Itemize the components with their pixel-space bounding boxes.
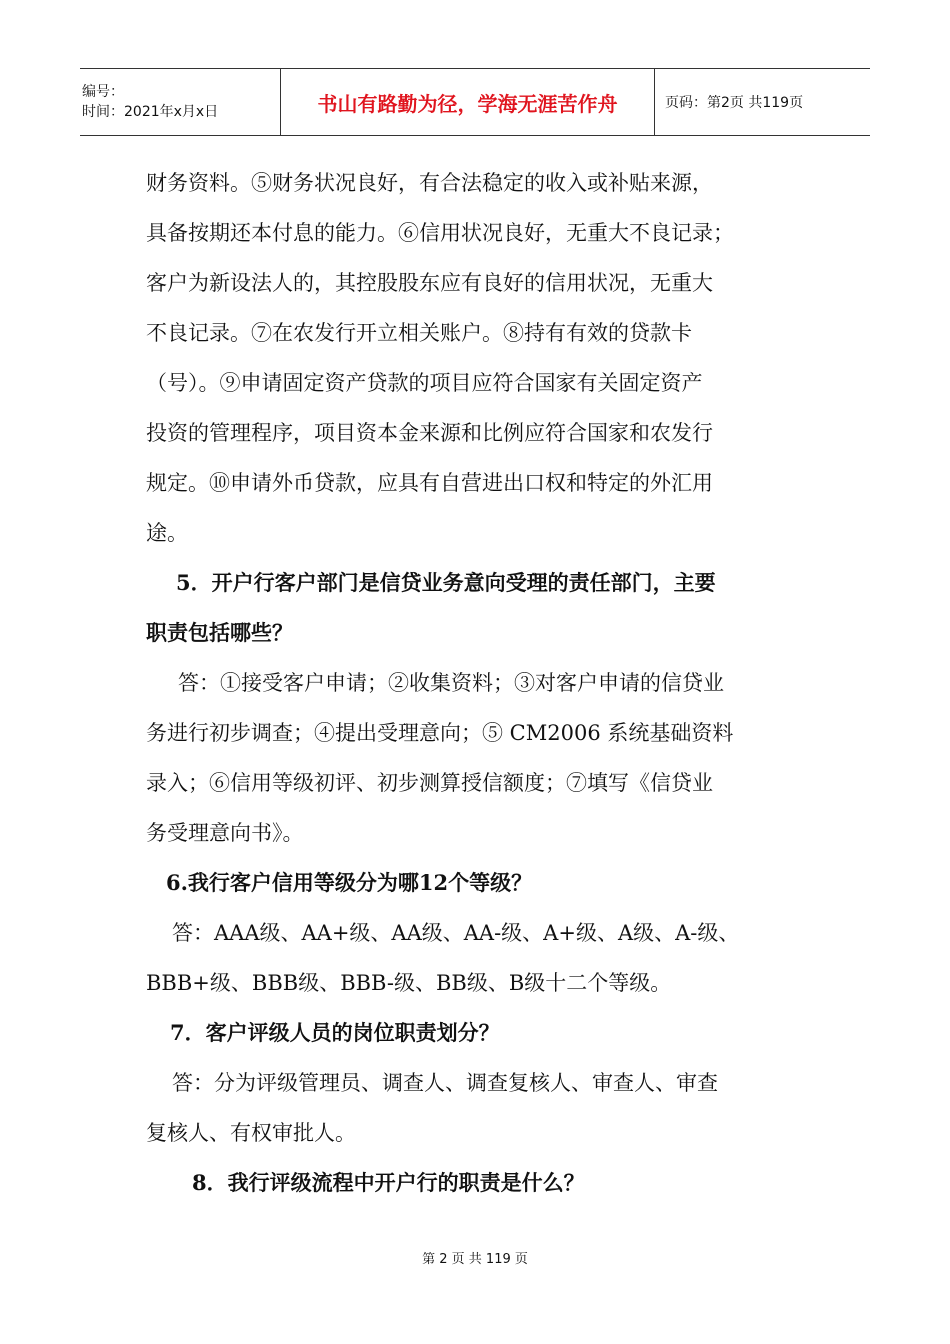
question-5-heading: 5．开户行客户部门是信贷业务意向受理的责任部门，主要	[176, 570, 716, 595]
answer-5-line: 答：①接受客户申请；②收集资料；③对客户申请的信贷业	[178, 671, 724, 695]
answer-6-line: 答：AAA级、AA+级、AA级、AA-级、A+级、A级、A-级、	[172, 921, 740, 945]
page-header	[80, 68, 870, 136]
text-line: （号）。⑨申请固定资产贷款的项目应符合国家有关固定资产	[146, 371, 703, 395]
question-5-heading-cont: 职责包括哪些？	[146, 620, 293, 645]
text-line: 不良记录。⑦在农发行开立相关账户。⑧持有有效的贷款卡	[146, 321, 692, 345]
answer-6-line: BBB+级、BBB级、BBB-级、BB级、B级十二个等级。	[146, 971, 672, 995]
header-page-info: 页码：第2页 共119页	[665, 95, 804, 111]
text-line: 规定。⑩申请外币贷款，应具有自营进出口权和特定的外汇用	[146, 471, 713, 495]
text-line: 具备按期还本付息的能力。⑥信用状况良好，无重大不良记录；	[146, 221, 734, 245]
document-number-label: 编号：	[82, 84, 124, 100]
answer-5-line: 务进行初步调查；④提出受理意向；⑤ CM2006 系统基础资料	[146, 721, 734, 745]
question-8-heading: 8．我行评级流程中开户行的职责是什么？	[192, 1170, 585, 1195]
text-line: 途。	[146, 521, 188, 545]
answer-7-line: 复核人、有权审批人。	[146, 1121, 356, 1145]
header-motto: 书山有路勤为径，学海无涯苦作舟	[281, 69, 655, 135]
question-7-heading: 7．客户评级人员的岗位职责划分？	[170, 1020, 500, 1045]
header-meta	[80, 69, 281, 135]
text-line: 客户为新设法人的，其控股股东应有良好的信用状况，无重大	[146, 271, 713, 295]
page-footer: 第 2 页 共 119 页	[422, 1252, 528, 1267]
document-body	[146, 158, 814, 1208]
text-line: 投资的管理程序，项目资本金来源和比例应符合国家和农发行	[146, 421, 713, 445]
answer-5-line: 务受理意向书》。	[146, 821, 304, 845]
text-line: 财务资料。⑤财务状况良好，有合法稳定的收入或补贴来源，	[146, 171, 713, 195]
answer-7-line: 答：分为评级管理员、调查人、调查复核人、审查人、审查	[172, 1071, 718, 1095]
question-6-heading: 6.我行客户信用等级分为哪12个等级？	[166, 870, 533, 895]
document-time: 时间：2021年x月x日	[82, 104, 219, 120]
answer-5-line: 录入；⑥信用等级初评、初步测算授信额度；⑦填写《信贷业	[146, 771, 713, 795]
